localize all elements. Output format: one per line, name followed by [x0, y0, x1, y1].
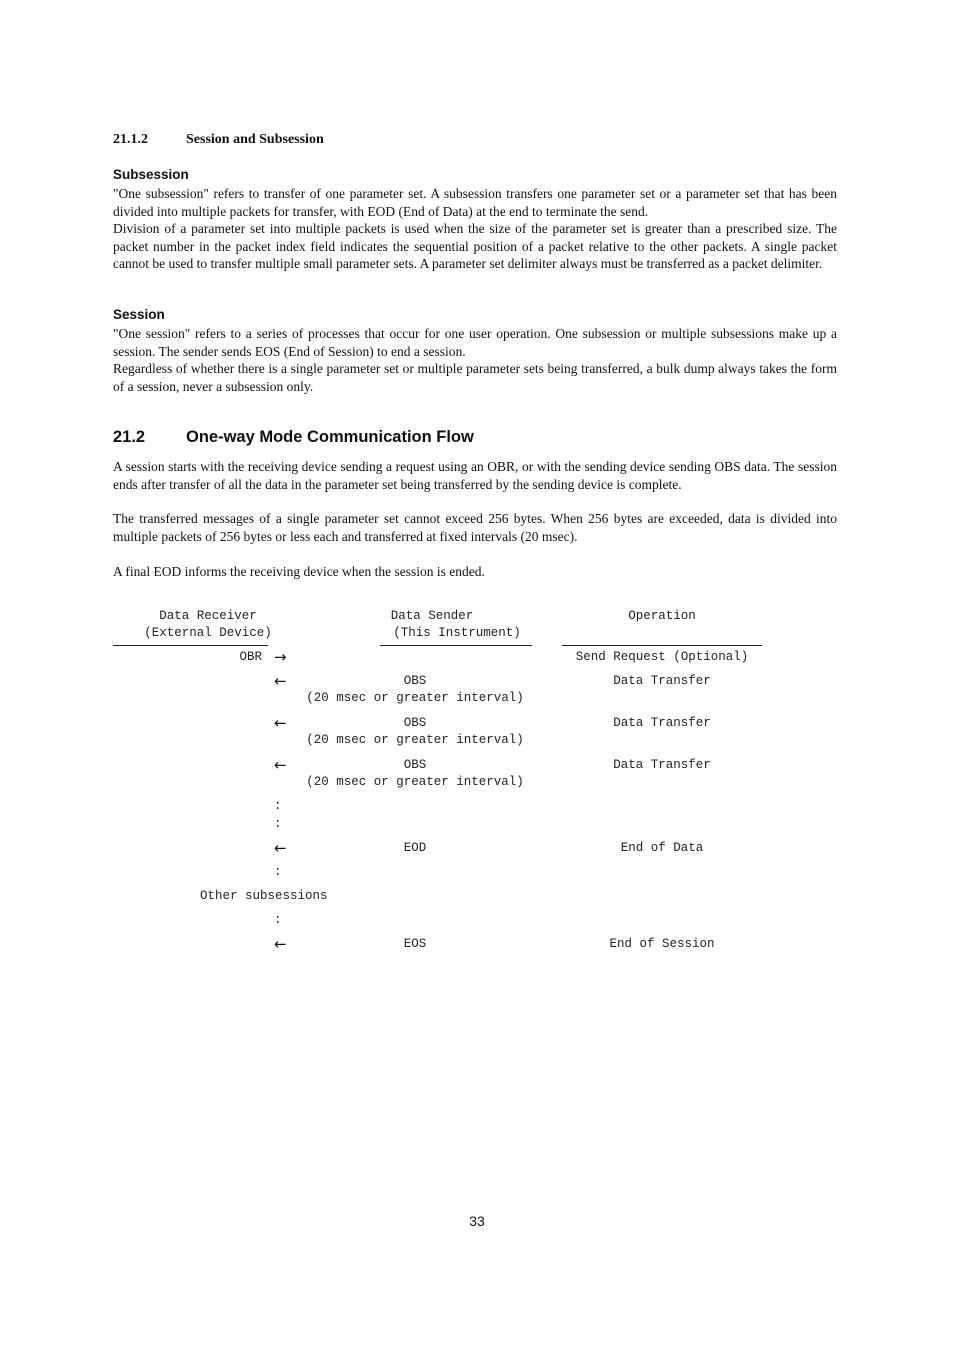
continuation-colon: :: [274, 913, 282, 927]
eos-label: EOS: [403, 937, 427, 951]
session-paragraph: "One session" refers to a series of processes that occur for one user operation. One subsession or multiple subsessions make up a session. The sender sends EOS (End of Session) to end a session.: [113, 326, 837, 359]
flow-paragraph: A final EOD informs the receiving device when the session is ended.: [113, 564, 485, 579]
flow-paragraph-2: [113, 510, 837, 545]
operation-header: Operation: [628, 609, 696, 623]
receiver-header: Data Receiver: [159, 609, 257, 623]
arrow-left-icon: ←: [274, 935, 287, 953]
flow-section-number: 21.2: [113, 428, 146, 446]
subsession-heading: Subsession: [113, 167, 189, 182]
obs-interval: (20 msec or greater interval): [306, 691, 524, 705]
obr-operation: Send Request (Optional): [575, 650, 749, 664]
arrow-left-icon: ←: [274, 714, 287, 732]
sender-rule: [380, 645, 532, 646]
obs-operation: Data Transfer: [613, 758, 711, 772]
flow-paragraph: A session starts with the receiving device sending a request using an OBR, or with the sending device sending OBS data. The session ends after transfer of all the data in the parameter set being transferred by the sending device is complete.: [113, 459, 837, 492]
flow-paragraph-3: [113, 563, 837, 581]
receiver-header-sub: (External Device): [144, 626, 272, 640]
subsession-paragraph: Division of a parameter set into multiple packets is used when the size of the parameter set is greater than a prescribed size. The packet number in the packet index field indicates the sequential position of a packet relative to the other packets. A single packet cannot be used to transfer multiple small parameter sets. A parameter set delimiter always must be transferred as a packet delimiter.: [113, 221, 837, 271]
session-text: [113, 325, 837, 395]
flow-paragraph-1: [113, 458, 837, 493]
flow-section-title: One-way Mode Communication Flow: [186, 428, 474, 446]
eod-label: EOD: [403, 841, 427, 855]
section-title: Session and Subsession: [186, 132, 324, 147]
continuation-colon: :: [274, 865, 282, 879]
obs-label: OBS: [403, 758, 427, 772]
obs-label: OBS: [403, 674, 427, 688]
operation-rule: [562, 645, 762, 646]
arrow-left-icon: ←: [274, 756, 287, 774]
other-subsessions: Other subsessions: [200, 889, 328, 903]
eod-operation: End of Data: [620, 841, 704, 855]
session-paragraph: Regardless of whether there is a single parameter set or multiple parameter sets being transferred, a bulk dump always takes the form of a session, never a subsession only.: [113, 361, 837, 394]
obs-interval: (20 msec or greater interval): [306, 775, 524, 789]
session-heading: Session: [113, 307, 165, 322]
obs-operation: Data Transfer: [613, 674, 711, 688]
subsession-paragraph: "One subsession" refers to transfer of one parameter set. A subsession transfers one parameter set or a parameter set that has been divided into multiple packets for transfer, with EOD (End of Data) at the end to terminate the send.: [113, 186, 837, 219]
sender-header: Data Sender: [390, 609, 474, 623]
obr-label: OBR: [239, 650, 262, 664]
subsession-text: [113, 185, 837, 273]
flow-paragraph: The transferred messages of a single parameter set cannot exceed 256 bytes. When 256 bytes are exceeded, data is divided into multiple packets of 256 bytes or less each and transferred at fixed intervals (20 msec).: [113, 511, 837, 544]
eos-operation: End of Session: [609, 937, 715, 951]
obs-interval: (20 msec or greater interval): [306, 733, 524, 747]
receiver-rule: [113, 645, 268, 646]
obs-label: OBS: [403, 716, 427, 730]
obs-operation: Data Transfer: [613, 716, 711, 730]
arrow-right-icon: →: [274, 648, 287, 666]
arrow-left-icon: ←: [274, 839, 287, 857]
arrow-left-icon: ←: [274, 672, 287, 690]
continuation-colon: :: [274, 799, 282, 813]
page-number: 33: [469, 1213, 485, 1229]
sender-header-sub: (This Instrument): [393, 626, 521, 640]
section-number: 21.1.2: [113, 132, 148, 147]
continuation-colon: :: [274, 817, 282, 831]
